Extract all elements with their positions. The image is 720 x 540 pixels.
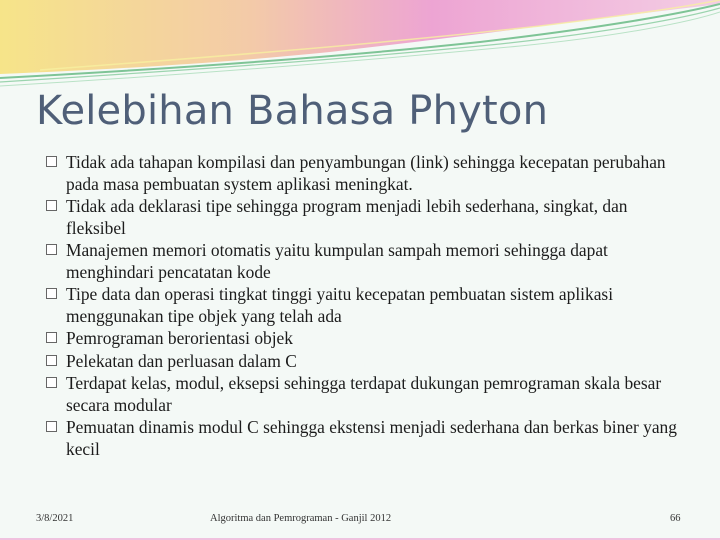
list-item <box>46 417 686 460</box>
bullet-text: Tidak ada tahapan kompilasi dan penyambungan (link) sehingga kecepatan perubahan pada masa pembuatan system aplikasi meningkat. <box>66 152 666 194</box>
bullet-text: Pelekatan dan perluasan dalam C <box>66 350 297 371</box>
bullet-box-icon <box>46 156 57 167</box>
slide-number: 66 <box>670 513 681 524</box>
bullet-text: Pemuatan dinamis modul C sehingga ekstensi menjadi sederhana dan berkas biner yang kecil <box>66 417 677 459</box>
bullet-box-icon <box>46 332 57 343</box>
bullet-box-icon <box>46 288 57 299</box>
bullet-text: Tipe data dan operasi tingkat tinggi yaitu kecepatan pembuatan sistem aplikasi menggunakan tipe objek yang telah ada <box>66 284 614 326</box>
list-item <box>46 284 686 327</box>
list-item <box>46 240 686 283</box>
footer-course-title: Algoritma dan Pemrograman - Ganjil 2012 <box>210 513 392 524</box>
bullet-text: Tidak ada deklarasi tipe sehingga program menjadi lebih sederhana, singkat, dan fleksibel <box>66 196 628 238</box>
list-item <box>46 152 686 195</box>
bullet-box-icon <box>46 421 57 432</box>
bullet-text: Terdapat kelas, modul, eksepsi sehingga terdapat dukungan pemrograman skala besar secara modular <box>66 373 662 415</box>
footer-line-decoration <box>0 530 720 540</box>
bullet-box-icon <box>46 355 57 366</box>
list-item <box>46 328 686 350</box>
bullet-text: Pemrograman berorientasi objek <box>66 328 293 348</box>
bullet-box-icon <box>46 244 57 255</box>
bullet-text: Manajemen memori otomatis yaitu kumpulan sampah memori sehingga dapat menghindari pencatatan kode <box>66 240 608 282</box>
bullet-box-icon <box>46 377 57 388</box>
bullet-list <box>46 152 686 461</box>
list-item <box>46 351 686 373</box>
header-wave-decoration <box>0 0 720 90</box>
bullet-box-icon <box>46 200 57 211</box>
list-item <box>46 196 686 239</box>
list-item <box>46 373 686 416</box>
footer-date: 3/8/2021 <box>36 513 74 524</box>
slide-title: Kelebihan Bahasa Phyton <box>36 88 549 134</box>
